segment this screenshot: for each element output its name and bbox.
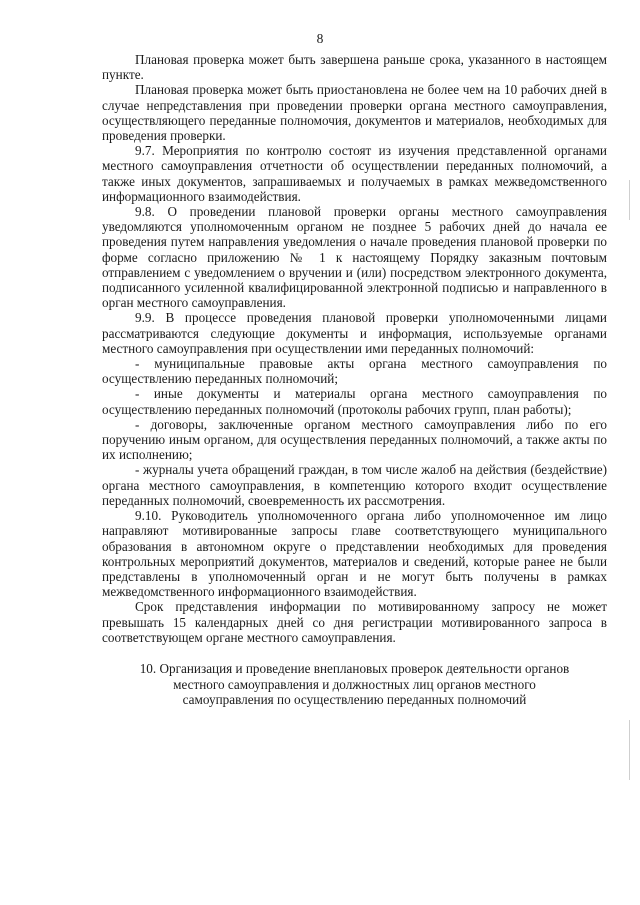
list-item: - муниципальные правовые акты органа местного самоуправления по осуществлению переданных полномочий; <box>102 356 607 387</box>
paragraph: 9.9. В процессе проведения плановой проверки уполномоченными лицами рассматриваются следующие документы и информация, используемые органами местного самоуправления при осуществлении ими переданных полномочий: <box>102 310 607 356</box>
list-item: - журналы учета обращений граждан, в том числе жалоб на действия (бездействие) органа местного самоуправления, в компетенцию которого входит осуществление переданных полномочий, своевременность их рассмотрения. <box>102 462 607 508</box>
paragraph: Плановая проверка может быть приостановлена не более чем на 10 рабочих дней в случае непредставления при проведении проверки органа местного самоуправления, осуществляющего переданные полномочия, документов и материалов, необходимых для проведения проверки. <box>102 82 607 144</box>
paragraph: Срок представления информации по мотивированному запросу не может превышать 15 календарных дней со дня регистрации мотивированного запроса в соответствующем органе местного самоуправления. <box>102 599 607 645</box>
section-heading-line: местного самоуправления и должностных лиц органов местного <box>173 676 536 692</box>
section-heading-line: самоуправления по осуществлению переданных полномочий <box>182 692 527 707</box>
section-heading-line: 10. Организация и проведение внеплановых проверок деятельности органов <box>139 661 570 676</box>
document-body <box>102 52 607 645</box>
paragraph: Плановая проверка может быть завершена раньше срока, указанного в настоящем пункте. <box>102 52 607 83</box>
scan-edge-mark <box>629 180 630 220</box>
page-number: 8 <box>316 31 324 46</box>
list-item: - договоры, заключенные органом местного самоуправления либо по его поручению иным органом, для осуществления переданных полномочий, а также акты по их исполнению; <box>102 416 607 463</box>
section-heading <box>102 661 607 708</box>
paragraph: 9.10. Руководитель уполномоченного органа либо уполномоченное им лицо направляют мотивированные запросы главе соответствующего муниципального образования в автономном округе о представлении необходимых для проведения контрольных мероприятий документов, материалов и сведений, которые ранее не были представлены в уполномоченный орган и не могут быть получены в рамках межведомственного информационного взаимодействия. <box>102 508 607 600</box>
scan-edge-mark <box>629 720 630 780</box>
list-item: - иные документы и материалы органа местного самоуправления по осуществлению переданных полномочий (протоколы рабочих групп, план работы); <box>102 386 607 417</box>
paragraph: 9.8. О проведении плановой проверки органы местного самоуправления уведомляются уполномоченным органом не позднее 5 рабочих дней до начала ее проведения путем направления уведомления о начале проведения плановой проверки по форме согласно приложению № 1 к настоящему Порядку заказным почтовым отправлением с уведомлением о вручении и (или) посредством электронного документа, подписанного усиленной квалифицированной электронной подписью и направленного в орган местного самоуправления. <box>102 204 607 311</box>
paragraph: 9.7. Мероприятия по контролю состоят из изучения представленной органами местного самоуправления отчетности об осуществлении переданных полномочий, а также иных документов, запрашиваемых и получаемых в рамках межведомственного информационного взаимодействия. <box>102 143 607 204</box>
